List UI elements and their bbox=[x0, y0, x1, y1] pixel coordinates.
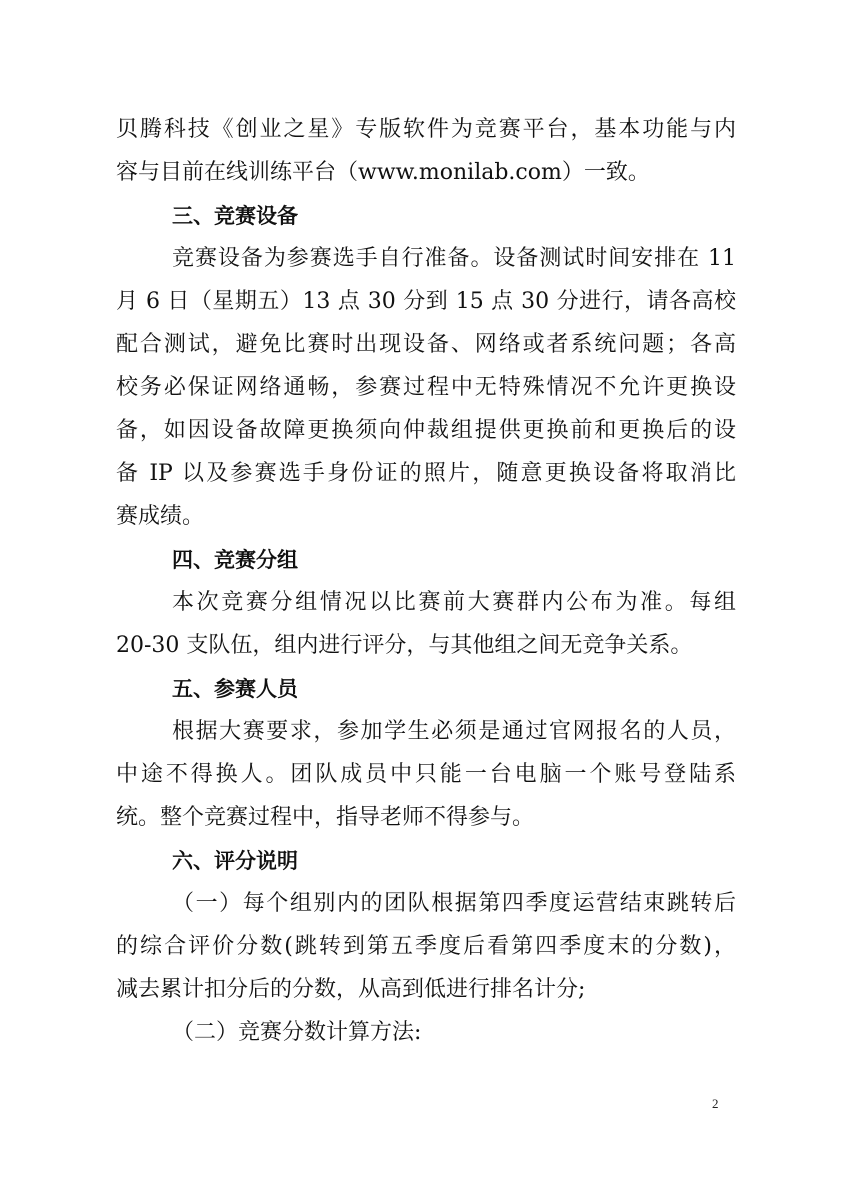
body-line: 20-30 支队伍，组内进行评分，与其他组之间无竞争关系。 bbox=[116, 633, 693, 658]
body-line: 备 IP 以及参赛选手身份证的照片，随意更换设备将取消比 bbox=[116, 461, 736, 486]
section-heading-scoring: 六、评分说明 bbox=[172, 849, 298, 873]
body-line: 减去累计扣分后的分数，从高到低进行排名计分; bbox=[116, 977, 586, 1002]
body-line: 配合测试，避免比赛时出现设备、网络或者系统问题；各高 bbox=[116, 332, 736, 357]
section-heading-participants: 五、参赛人员 bbox=[172, 677, 298, 701]
body-line: 中途不得换人。团队成员中只能一台电脑一个账号登陆系 bbox=[116, 762, 736, 787]
body-line: 本次竞赛分组情况以比赛前大赛群内公布为准。每组 bbox=[172, 590, 736, 615]
body-line: 赛成绩。 bbox=[116, 504, 205, 529]
body-line: 的综合评价分数(跳转到第五季度后看第四季度末的分数)， bbox=[116, 934, 736, 959]
body-line: 贝腾科技《创业之星》专版软件为竞赛平台，基本功能与内 bbox=[116, 117, 736, 142]
body-line: 校务必保证网络通畅，参赛过程中无特殊情况不允许更换设 bbox=[116, 375, 736, 400]
body-line: 月 6 日（星期五）13 点 30 分到 15 点 30 分进行，请各高校 bbox=[116, 289, 736, 314]
body-line: （二）竞赛分数计算方法: bbox=[172, 1020, 422, 1045]
page-number: 2 bbox=[712, 1096, 719, 1111]
body-line: 统。整个竞赛过程中，指导老师不得参与。 bbox=[116, 805, 535, 830]
section-heading-grouping: 四、竞赛分组 bbox=[172, 548, 298, 572]
body-line: 容与目前在线训练平台（www.monilab.com）一致。 bbox=[116, 160, 650, 185]
section-heading-equipment: 三、竞赛设备 bbox=[172, 204, 298, 228]
body-line: 根据大赛要求，参加学生必须是通过官网报名的人员， bbox=[172, 719, 736, 744]
body-line: 竞赛设备为参赛选手自行准备。设备测试时间安排在 11 bbox=[172, 246, 736, 271]
body-line: （一）每个组别内的团队根据第四季度运营结束跳转后 bbox=[172, 891, 736, 916]
body-line: 备，如因设备故障更换须向仲裁组提供更换前和更换后的设 bbox=[116, 418, 736, 443]
